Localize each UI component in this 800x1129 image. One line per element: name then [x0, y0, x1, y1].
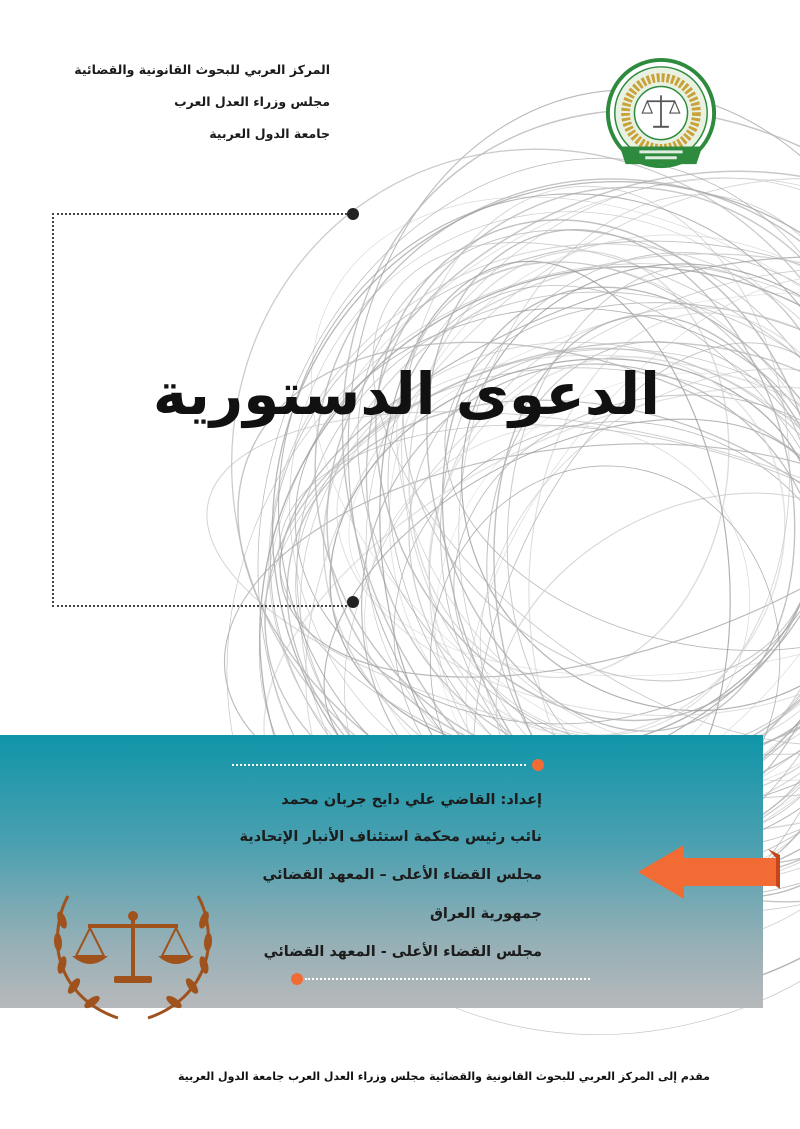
- scales-of-justice-icon: [48, 890, 218, 1025]
- emblem-logo: [602, 56, 720, 174]
- author-line: إعداد: القاضي علي دايح جربان محمد: [281, 792, 542, 808]
- header-line-3: جامعة الدول العربية: [209, 126, 330, 141]
- orange-dot-top: [532, 759, 544, 771]
- document-title: الدعوى الدستورية: [152, 360, 660, 428]
- footer-note: مقدم إلى المركز العربي للبحوث القانونية والقضائية مجلس وزراء العدل العرب جامعة الدول العربية: [177, 1070, 710, 1083]
- orange-dot-bottom: [291, 973, 303, 985]
- institution-line: مجلس القضاء الأعلى – المعهد القضائي: [262, 867, 542, 883]
- band-separator-top: [232, 764, 526, 766]
- band-separator-bottom: [305, 978, 590, 980]
- country-line: جمهورية العراق: [429, 906, 542, 922]
- orange-arrow-icon: [636, 843, 782, 901]
- frame-dot-bottom: [347, 596, 359, 608]
- scribble-loop: [435, 372, 800, 784]
- header-line-1: المركز العربي للبحوث القانونية والقضائية: [74, 62, 330, 77]
- frame-dot-top: [347, 208, 359, 220]
- header-line-2: مجلس وزراء العدل العرب: [174, 94, 330, 109]
- institution-line-2: مجلس القضاء الأعلى - المعهد القضائي: [263, 944, 542, 960]
- scribble-loop: [318, 239, 800, 730]
- position-line: نائب رئيس محكمة استئناف الأنبار الإتحادية: [239, 829, 542, 845]
